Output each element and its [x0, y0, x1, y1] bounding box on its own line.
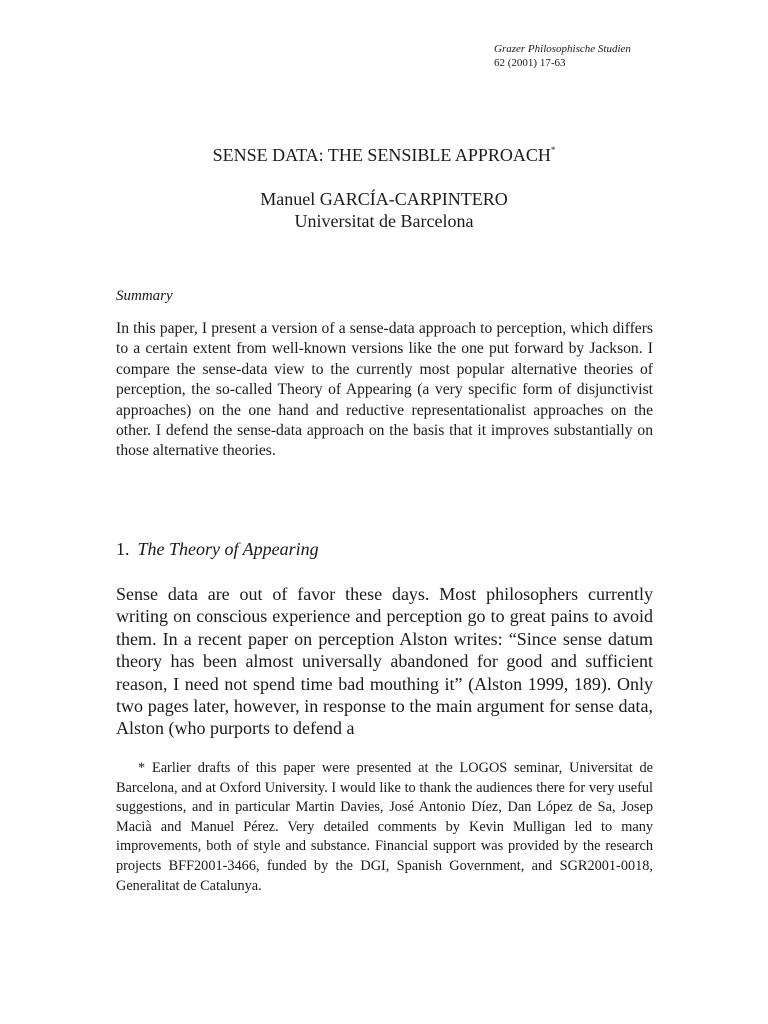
author-affiliation: Universitat de Barcelona — [294, 211, 474, 231]
summary-text: In this paper, I present a version of a sense-data approach to perception, which differs to a certain extent from well-known versions like the one put forward by Jackson. I compare the sense-data view to the currently most popular alternative theories of perception, the so-called Theory of Appearing (a very specific form of disjunctivist approaches) on the one hand and reductive representationalist approaches on the other. I defend the sense-data approach on the basis that it improves substantially on those alternative theories. — [116, 320, 653, 460]
footnote-text: * Earlier drafts of this paper were presented at the LOGOS seminar, Universitat de Barcelona, and at Oxford University. I would like to thank the audiences there for very useful suggestions, and in particular Martin Davies, José Antonio Díez, Dan López de Sa, Josep Macià and Manuel Pérez. Very detailed comments by Kevin Mulligan led to many improvements, both of style and substance. Financial support was provided by the research projects BFF2001-3466, funded by the DGI, Spanish Government, and SGR2001-0018, Generalitat de Catalunya. — [116, 760, 653, 894]
paper-title-text: SENSE DATA: THE SENSIBLE APPROACH — [212, 145, 551, 165]
section-title: The Theory of Appearing — [137, 539, 319, 559]
section-heading — [116, 538, 319, 560]
paper-title — [0, 144, 768, 166]
summary-heading: Summary — [116, 288, 173, 304]
journal-header — [494, 42, 631, 70]
volume-info: 62 (2001) 17-63 — [494, 57, 566, 69]
title-footnote-mark: * — [550, 145, 556, 155]
author-name: Manuel GARCÍA-CARPINTERO — [260, 189, 508, 209]
section-body-text: Sense data are out of favor these days. Most philosophers currently writing on conscious experience and perception go to great pains to avoid them. In a recent paper on perception Alston writes: “Since sense datum theory has been almost universally abandoned for good and sufficient reason, I need not spend time bad mouthing it” (Alston 1999, 189). Only two pages later, however, in response to the main argument for sense data, Alston (who purports to defend a — [116, 584, 653, 739]
section-number: 1. — [116, 539, 130, 559]
journal-name: Grazer Philosophische Studien — [494, 43, 631, 55]
